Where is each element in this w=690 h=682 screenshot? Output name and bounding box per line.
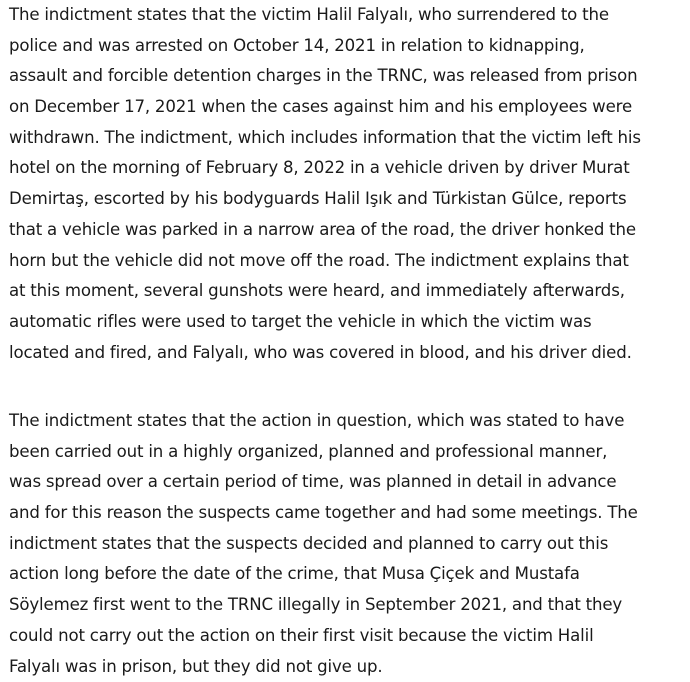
paragraph-line: horn but the vehicle did not move off the road. The indictment explains that xyxy=(9,246,641,277)
paragraph-line: at this moment, several gunshots were heard, and immediately afterwards, xyxy=(9,276,641,307)
paragraph-line: assault and forcible detention charges in the TRNC, was released from prison xyxy=(9,61,641,92)
paragraph-line: and for this reason the suspects came together and had some meetings. The xyxy=(9,498,638,529)
paragraph-line: located and fired, and Falyalı, who was covered in blood, and his driver died. xyxy=(9,338,641,369)
paragraph-line: been carried out in a highly organized, planned and professional manner, xyxy=(9,437,638,468)
paragraph-line: could not carry out the action on their first visit because the victim Halil xyxy=(9,621,638,652)
paragraph-line: Falyalı was in prison, but they did not give up. xyxy=(9,652,638,682)
paragraph-line: hotel on the morning of February 8, 2022 in a vehicle driven by driver Murat xyxy=(9,153,641,184)
paragraph-line: Demirtaş, escorted by his bodyguards Halil Işık and Türkistan Gülce, reports xyxy=(9,184,641,215)
paragraph-2 xyxy=(9,406,638,682)
paragraph-line: on December 17, 2021 when the cases against him and his employees were xyxy=(9,92,641,123)
paragraph-line: police and was arrested on October 14, 2021 in relation to kidnapping, xyxy=(9,31,641,62)
paragraph-line: that a vehicle was parked in a narrow area of the road, the driver honked the xyxy=(9,215,641,246)
paragraph-line: withdrawn. The indictment, which includes information that the victim left his xyxy=(9,123,641,154)
paragraph-line: The indictment states that the victim Halil Falyalı, who surrendered to the xyxy=(9,0,641,31)
paragraph-line: action long before the date of the crime, that Musa Çiçek and Mustafa xyxy=(9,559,638,590)
paragraph-line: indictment states that the suspects decided and planned to carry out this xyxy=(9,529,638,560)
paragraph-line: automatic rifles were used to target the vehicle in which the victim was xyxy=(9,307,641,338)
paragraph-line: Söylemez first went to the TRNC illegally in September 2021, and that they xyxy=(9,590,638,621)
paragraph-1 xyxy=(9,0,641,368)
paragraph-line: The indictment states that the action in question, which was stated to have xyxy=(9,406,638,437)
paragraph-line: was spread over a certain period of time, was planned in detail in advance xyxy=(9,467,638,498)
